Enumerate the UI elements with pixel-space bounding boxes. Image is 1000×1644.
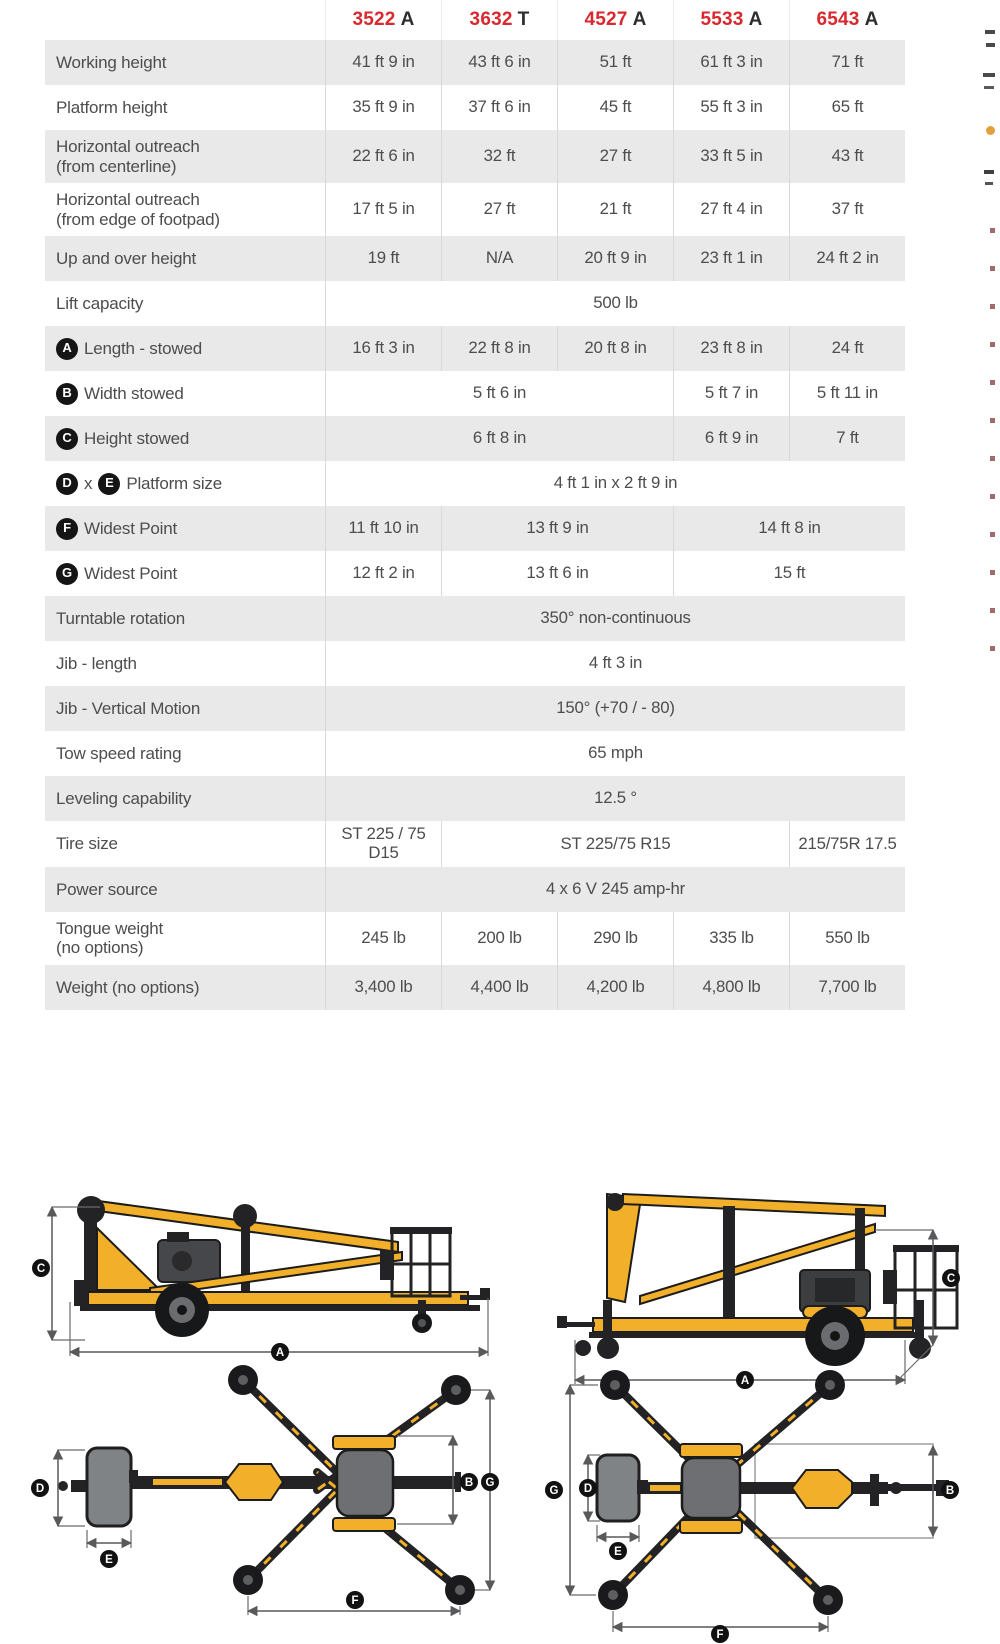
spec-label <box>45 183 325 236</box>
edge-mark <box>990 228 995 233</box>
model-number: 4527 <box>584 9 628 30</box>
spec-label <box>45 912 325 965</box>
spec-label <box>45 40 325 85</box>
spec-value: 6 ft 8 in <box>325 416 673 461</box>
dim-badge: A <box>56 338 78 360</box>
spec-label <box>45 416 325 461</box>
edge-mark <box>986 126 995 135</box>
spec-label <box>45 965 325 1010</box>
spec-label <box>45 551 325 596</box>
spec-label <box>45 85 325 130</box>
dim-letter-c: C <box>36 1263 46 1275</box>
spec-label-text: Working height <box>56 52 167 72</box>
dim-marker-platform-e <box>597 1525 639 1560</box>
spec-label <box>45 506 325 551</box>
table-row <box>45 371 905 416</box>
edge-mark <box>986 43 995 47</box>
spec-value: 27 ft <box>557 130 673 183</box>
spec-value: 4 x 6 V 245 amp-hr <box>325 867 905 912</box>
spec-label-text: Height stowed <box>84 428 190 448</box>
table-row <box>45 686 905 731</box>
spec-label-text: Jib - Vertical Motion <box>56 698 201 718</box>
dim-letter-c: C <box>946 1273 956 1285</box>
spec-label-text: Length - stowed <box>84 338 202 358</box>
dim-marker-widest-g <box>471 1390 499 1590</box>
model-number: 5533 <box>700 9 744 30</box>
spec-value: 6 ft 9 in <box>673 416 789 461</box>
dim-badge: F <box>56 518 78 540</box>
spec-label-text: Platform size <box>126 473 222 493</box>
edge-mark <box>990 418 995 423</box>
spec-value: 24 ft 2 in <box>789 236 905 281</box>
spec-label-text: Widest Point <box>84 518 178 538</box>
dim-marker-platform-e <box>87 1530 131 1568</box>
spec-value: 245 lb <box>325 912 441 965</box>
dim-badge: B <box>56 383 78 405</box>
dim-letter-b: B <box>464 1477 474 1489</box>
edge-mark <box>990 342 995 347</box>
table-row <box>45 821 905 867</box>
spec-label <box>45 686 325 731</box>
spec-label <box>45 821 325 867</box>
spec-value: 5 ft 6 in <box>325 371 673 416</box>
model-suffix: A <box>632 9 647 30</box>
spec-value: 43 ft 6 in <box>441 40 557 85</box>
table-row <box>45 40 905 85</box>
table-row <box>45 85 905 130</box>
spec-label <box>45 281 325 326</box>
spec-value: ST 225 / 75 D15 <box>325 821 441 867</box>
spec-value: 32 ft <box>441 130 557 183</box>
spec-value: 14 ft 8 in <box>673 506 905 551</box>
spec-value: 335 lb <box>673 912 789 965</box>
spec-value: 65 mph <box>325 731 905 776</box>
dim-letter-e: E <box>614 1546 622 1558</box>
spec-value: 21 ft <box>557 183 673 236</box>
edge-mark <box>990 456 995 461</box>
spec-value: 27 ft <box>441 183 557 236</box>
spec-label-text: Turntable rotation <box>56 608 186 628</box>
table-row <box>45 867 905 912</box>
spec-label-text: Up and over height <box>56 248 197 268</box>
spec-value: 22 ft 6 in <box>325 130 441 183</box>
dim-badge: D <box>56 473 78 495</box>
edge-mark <box>983 73 995 77</box>
spec-value: 550 lb <box>789 912 905 965</box>
dim-letter-f: F <box>716 1629 724 1641</box>
model-number: 3632 <box>469 9 513 30</box>
edge-mark <box>990 380 995 385</box>
edge-mark <box>990 570 995 575</box>
spec-label-text: Weight (no options) <box>56 977 200 997</box>
dim-badge: G <box>56 563 78 585</box>
spec-label-text: Tire size <box>56 834 118 854</box>
table-row <box>45 731 905 776</box>
table-row <box>45 965 905 1010</box>
model-number: 3522 <box>352 9 396 30</box>
dim-letter-e: E <box>105 1554 113 1566</box>
spec-label-text: (from edge of footpad) <box>56 209 220 229</box>
table-row <box>45 416 905 461</box>
spec-value: 3,400 lb <box>325 965 441 1010</box>
spec-value: 12 ft 2 in <box>325 551 441 596</box>
spec-value: 27 ft 4 in <box>673 183 789 236</box>
dim-badge: E <box>98 473 120 495</box>
dim-letter-a: A <box>740 1375 750 1387</box>
diagram-top-view-left <box>25 1300 505 1630</box>
spec-label-text: Power source <box>56 879 158 899</box>
spec-label <box>45 461 325 506</box>
dim-letter-d: D <box>583 1483 593 1495</box>
table-row <box>45 912 905 965</box>
spec-label-text: Horizontal outreach <box>56 137 200 156</box>
spec-value: 19 ft <box>325 236 441 281</box>
spec-label-text: x <box>84 473 93 493</box>
dim-letter-b: B <box>945 1485 955 1497</box>
edge-mark <box>990 304 995 309</box>
spec-label-text: Widest Point <box>84 563 178 583</box>
spec-value: 35 ft 9 in <box>325 85 441 130</box>
spec-value: 215/75R 17.5 <box>789 821 905 867</box>
spec-value: 4 ft 1 in x 2 ft 9 in <box>325 461 905 506</box>
spec-value: 12.5 ° <box>325 776 905 821</box>
spec-label-text: (no options) <box>56 938 144 958</box>
spec-value: 23 ft 1 in <box>673 236 789 281</box>
dim-letter-g: G <box>549 1485 559 1497</box>
table-row <box>45 551 905 596</box>
spec-label <box>45 596 325 641</box>
spec-label-text: Horizontal outreach <box>56 190 200 210</box>
model-suffix: A <box>400 9 415 30</box>
spec-value: 45 ft <box>557 85 673 130</box>
spec-value: 61 ft 3 in <box>673 40 789 85</box>
table-row <box>45 236 905 281</box>
spec-value: 17 ft 5 in <box>325 183 441 236</box>
edge-mark <box>990 266 995 271</box>
edge-mark <box>984 170 994 174</box>
spec-label <box>45 326 325 371</box>
edge-mark <box>984 86 994 89</box>
spec-table-body <box>45 40 905 1010</box>
model-header-3522 <box>325 0 441 40</box>
spec-value: 350° non-continuous <box>325 596 905 641</box>
spec-value: 15 ft <box>673 551 905 596</box>
spec-value: 5 ft 7 in <box>673 371 789 416</box>
spec-label <box>45 641 325 686</box>
model-header-5533 <box>673 0 789 40</box>
spec-value: 22 ft 8 in <box>441 326 557 371</box>
spec-label-text: Tow speed rating <box>56 743 182 763</box>
spec-value: 290 lb <box>557 912 673 965</box>
table-row <box>45 183 905 236</box>
spec-value: 41 ft 9 in <box>325 40 441 85</box>
dim-letter-g: G <box>485 1477 495 1489</box>
spec-value: ST 225/75 R15 <box>441 821 789 867</box>
dim-letter-f: F <box>351 1595 359 1607</box>
spec-value: 43 ft <box>789 130 905 183</box>
model-header-row <box>45 0 905 40</box>
spec-label <box>45 867 325 912</box>
spec-value: 37 ft 6 in <box>441 85 557 130</box>
spec-value: 200 lb <box>441 912 557 965</box>
spec-label-text: Width stowed <box>84 383 184 403</box>
machine-top-view <box>58 1365 475 1605</box>
spec-label <box>45 130 325 183</box>
spec-value: 33 ft 5 in <box>673 130 789 183</box>
model-suffix: T <box>517 9 530 30</box>
spec-label-text: Platform height <box>56 97 168 117</box>
spec-label <box>45 236 325 281</box>
edge-mark <box>990 608 995 613</box>
table-row <box>45 130 905 183</box>
dim-letter-d: D <box>35 1483 45 1495</box>
model-header-3632 <box>441 0 557 40</box>
dim-marker-widest-f <box>248 1591 460 1615</box>
spec-value: 4 ft 3 in <box>325 641 905 686</box>
spec-label-text: (from centerline) <box>56 156 177 176</box>
table-row <box>45 596 905 641</box>
spec-label <box>45 776 325 821</box>
spec-value: 51 ft <box>557 40 673 85</box>
spec-label-text: Jib - length <box>56 653 137 673</box>
spec-value: 4,400 lb <box>441 965 557 1010</box>
spec-value: 20 ft 9 in <box>557 236 673 281</box>
spec-value: 55 ft 3 in <box>673 85 789 130</box>
spec-value: 16 ft 3 in <box>325 326 441 371</box>
spec-value: 23 ft 8 in <box>673 326 789 371</box>
edge-mark <box>990 646 995 651</box>
dim-badge: C <box>56 428 78 450</box>
spec-value: 65 ft <box>789 85 905 130</box>
spec-label <box>45 731 325 776</box>
diagram-top-view-right <box>530 1290 1000 1644</box>
edge-mark <box>990 494 995 499</box>
table-row <box>45 776 905 821</box>
spec-label-text: Leveling capability <box>56 788 192 808</box>
edge-mark <box>990 532 995 537</box>
spec-value: 7,700 lb <box>789 965 905 1010</box>
table-row <box>45 281 905 326</box>
spec-label <box>45 371 325 416</box>
spec-value: 500 lb <box>325 281 905 326</box>
model-header-6543 <box>789 0 905 40</box>
spec-value: 150° (+70 / - 80) <box>325 686 905 731</box>
model-suffix: A <box>748 9 763 30</box>
table-row <box>45 461 905 506</box>
spec-value: 5 ft 11 in <box>789 371 905 416</box>
spec-value: 4,800 lb <box>673 965 789 1010</box>
spec-value: 20 ft 8 in <box>557 326 673 371</box>
spec-value: 24 ft <box>789 326 905 371</box>
spec-value: 7 ft <box>789 416 905 461</box>
spec-value: 11 ft 10 in <box>325 506 441 551</box>
table-row <box>45 506 905 551</box>
dim-marker-widest-f <box>613 1611 828 1643</box>
spec-value: N/A <box>441 236 557 281</box>
dim-letter-a: A <box>275 1347 285 1359</box>
spec-table <box>45 0 905 1010</box>
edge-mark <box>985 182 993 185</box>
spec-value: 4,200 lb <box>557 965 673 1010</box>
spec-value: 13 ft 9 in <box>441 506 673 551</box>
spec-label-text: Lift capacity <box>56 293 144 313</box>
model-number: 6543 <box>816 9 860 30</box>
machine-top-view <box>597 1370 949 1615</box>
model-suffix: A <box>864 9 879 30</box>
spec-label-text: Tongue weight <box>56 918 164 938</box>
spec-value: 71 ft <box>789 40 905 85</box>
spec-value: 13 ft 6 in <box>441 551 673 596</box>
model-header-4527 <box>557 0 673 40</box>
table-row <box>45 326 905 371</box>
table-row <box>45 641 905 686</box>
spec-value: 37 ft <box>789 183 905 236</box>
edge-mark <box>985 30 995 34</box>
